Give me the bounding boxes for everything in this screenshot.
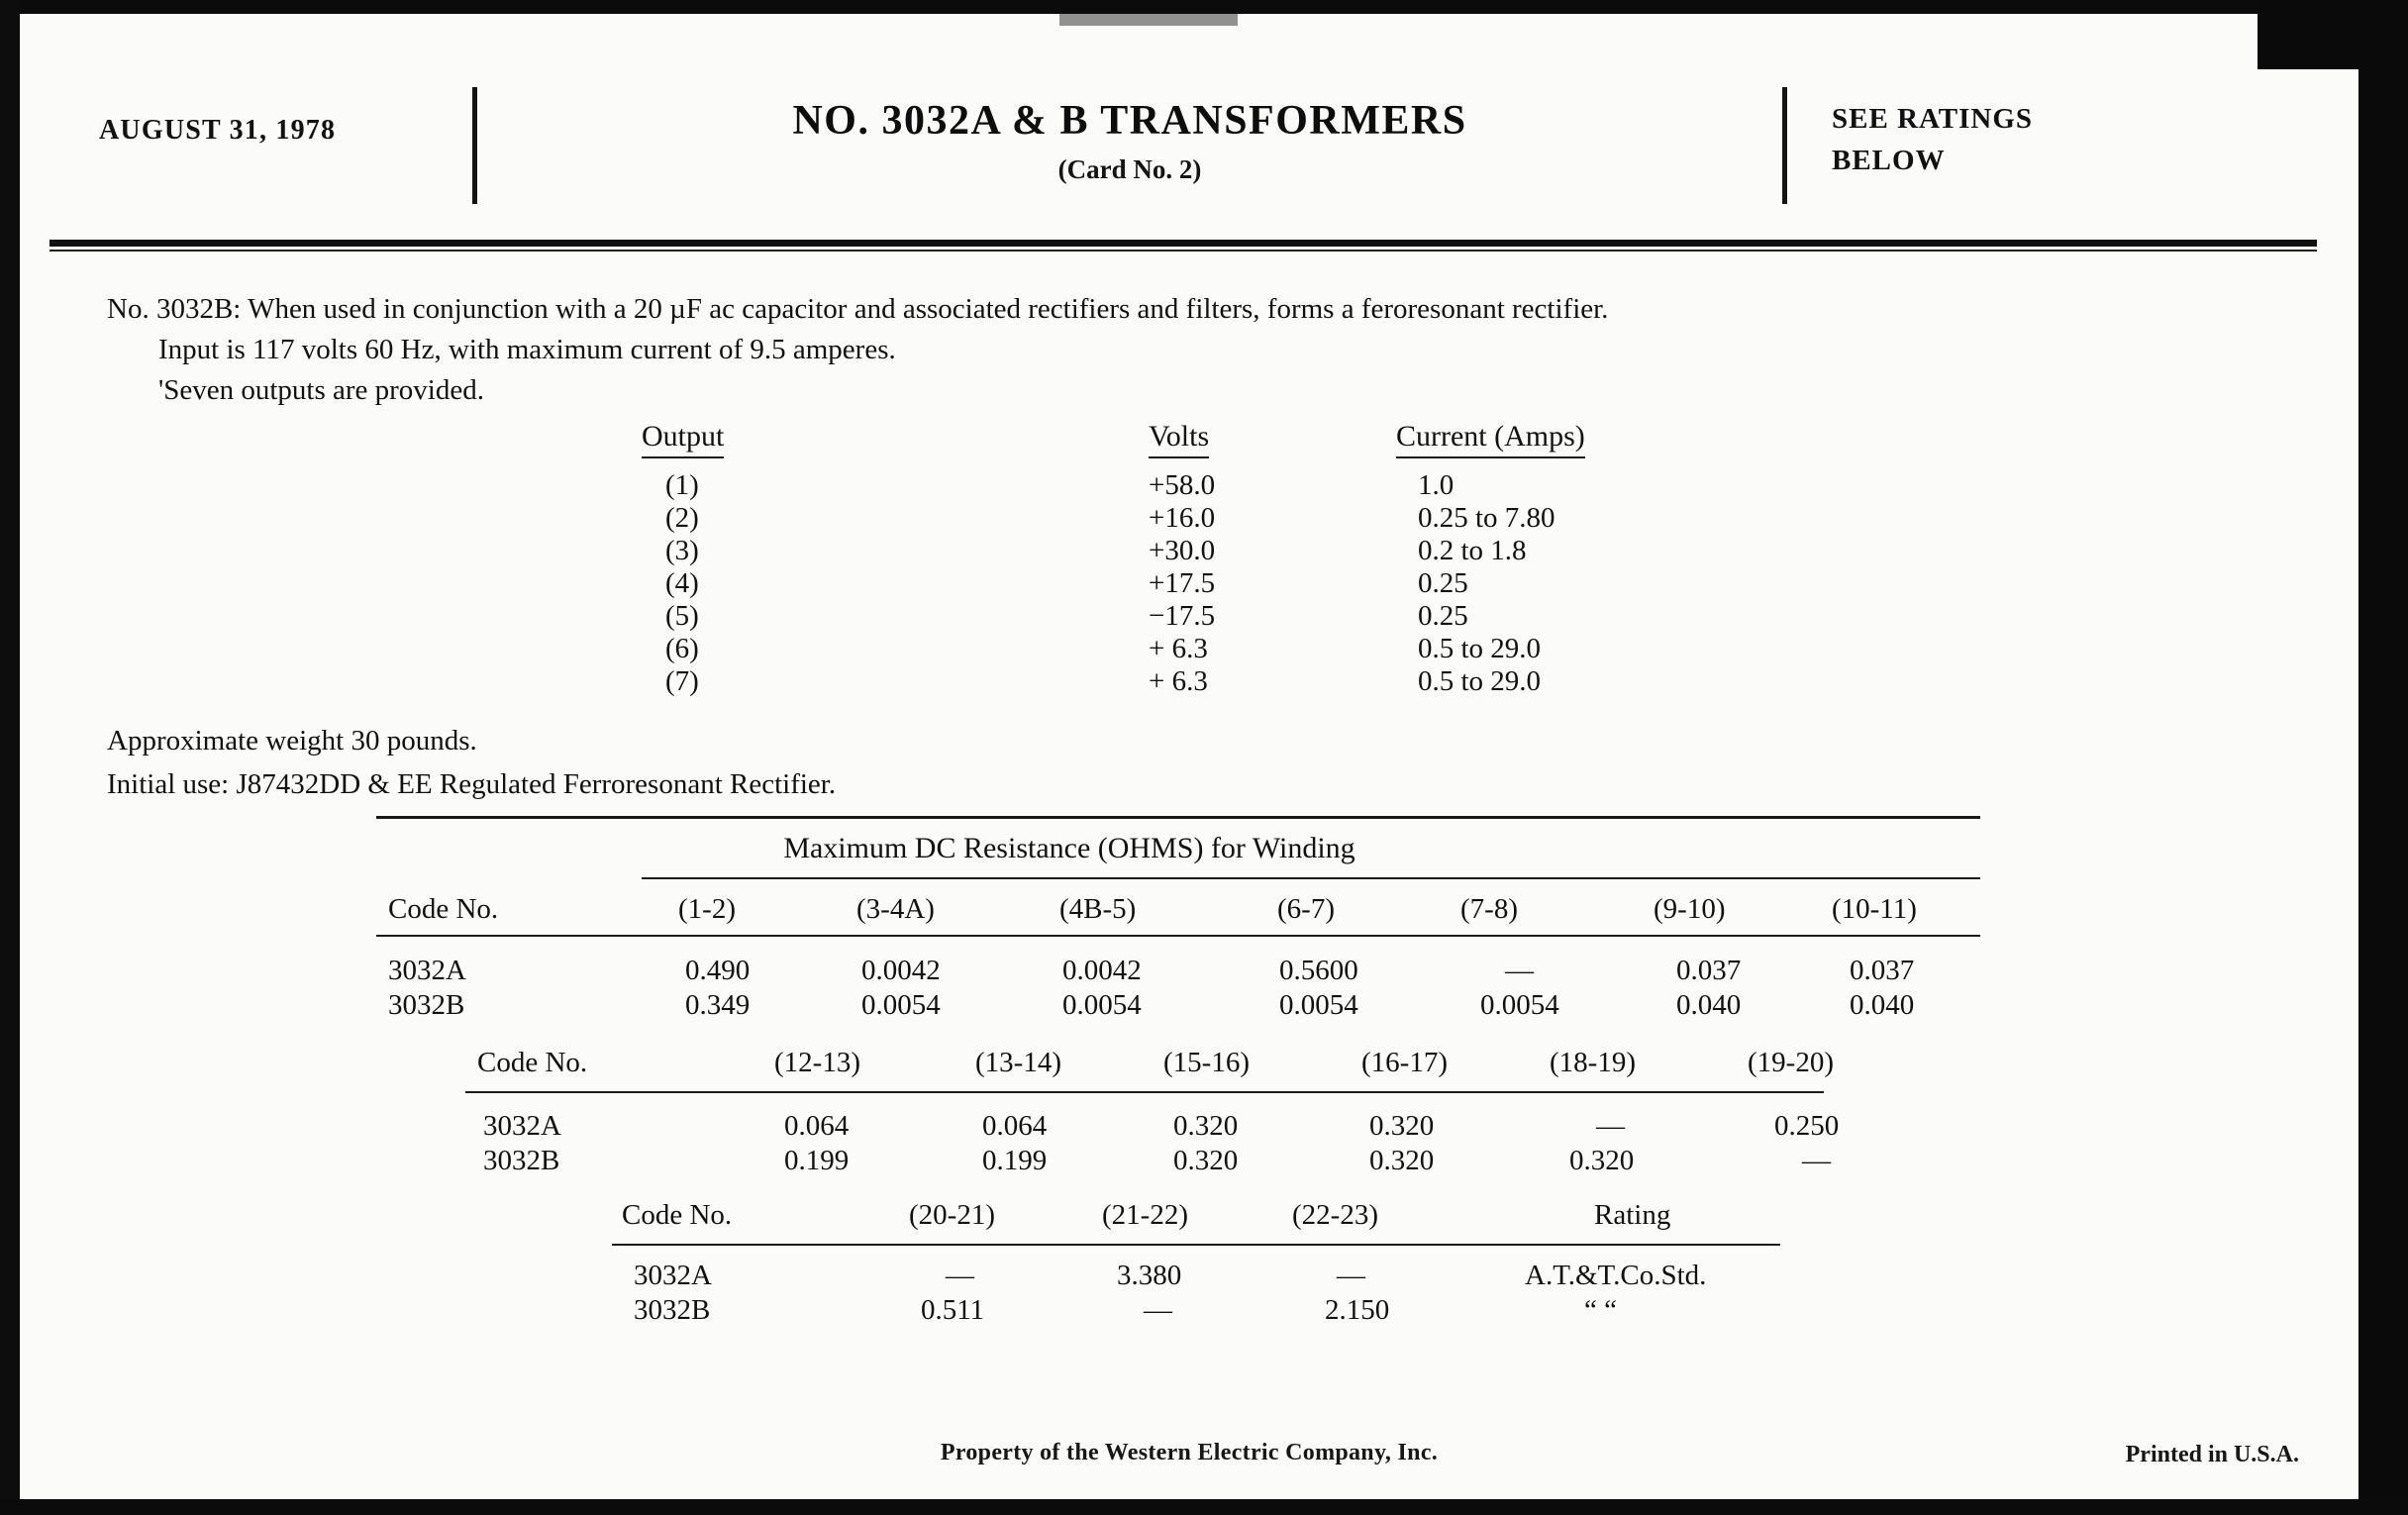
header-note-line1: SEE RATINGS bbox=[1832, 103, 2034, 135]
output-volts: +30.0 bbox=[1149, 535, 1216, 566]
block1-col-7: (10-11) bbox=[1832, 893, 1917, 925]
output-current: 0.25 bbox=[1418, 567, 1468, 599]
block3-col-3: (22-23) bbox=[1292, 1199, 1378, 1231]
block3-col-2: (21-22) bbox=[1102, 1199, 1188, 1231]
footer-property-note: Property of the Western Electric Company, Inc. bbox=[940, 1440, 1439, 1465]
block2-cell: 0.199 bbox=[784, 1145, 850, 1176]
block2-header-rule bbox=[465, 1091, 1824, 1093]
table-row bbox=[614, 633, 1802, 665]
header-rule-thin bbox=[50, 250, 2317, 252]
block3-cell: — bbox=[1337, 1260, 1365, 1291]
table-row bbox=[614, 469, 1802, 502]
block3-cell: A.T.&T.Co.Std. bbox=[1525, 1260, 1707, 1291]
table-row bbox=[614, 600, 1802, 633]
description-block bbox=[107, 289, 2315, 411]
scan-edge-top bbox=[0, 0, 2408, 14]
table-row bbox=[614, 502, 1802, 535]
output-index: (7) bbox=[665, 665, 699, 697]
output-volts: + 6.3 bbox=[1149, 633, 1208, 664]
output-current: 0.25 bbox=[1418, 600, 1468, 632]
block3-cell: — bbox=[946, 1260, 974, 1291]
block3-cell: — bbox=[1144, 1294, 1172, 1326]
block1-cell: 0.0054 bbox=[1480, 989, 1559, 1021]
resistance-title: Maximum DC Resistance (OHMS) for Winding bbox=[783, 832, 1355, 864]
output-volts: + 6.3 bbox=[1149, 665, 1208, 697]
header-note-line2: BELOW bbox=[1832, 145, 1946, 176]
block2-cell: 0.199 bbox=[982, 1145, 1048, 1176]
block2-cell: — bbox=[1802, 1145, 1831, 1176]
block1-header-rule bbox=[376, 935, 1980, 937]
block2-cell: — bbox=[1596, 1110, 1625, 1142]
header-rule bbox=[50, 240, 2317, 247]
output-volts: +17.5 bbox=[1149, 567, 1216, 599]
block2-cell: 0.064 bbox=[784, 1110, 850, 1142]
block3-cell: 0.511 bbox=[921, 1294, 985, 1326]
output-index: (4) bbox=[665, 567, 699, 599]
resistance-title-rule bbox=[642, 877, 1980, 879]
block1-col-4: (6-7) bbox=[1277, 893, 1335, 925]
table-row bbox=[614, 567, 1802, 600]
block1-cell: 0.040 bbox=[1850, 989, 1915, 1021]
block1-cell: 0.037 bbox=[1676, 955, 1742, 986]
outputs-header-current: Current (Amps) bbox=[1396, 420, 1585, 458]
block2-col-1: (12-13) bbox=[774, 1047, 860, 1078]
page-title: NO. 3032A & B TRANSFORMERS bbox=[792, 98, 1467, 144]
block3-cell: 2.150 bbox=[1325, 1294, 1390, 1326]
block1-row-code: 3032B bbox=[388, 989, 465, 1021]
output-current: 0.2 to 1.8 bbox=[1418, 535, 1527, 566]
outputs-header-volts: Volts bbox=[1149, 420, 1209, 458]
block1-col-5: (7-8) bbox=[1460, 893, 1518, 925]
footer-printed-note: Printed in U.S.A. bbox=[2125, 1442, 2299, 1467]
block2-cell: 0.320 bbox=[1173, 1110, 1239, 1142]
outputs-header-output: Output bbox=[642, 420, 724, 458]
block1-cell: — bbox=[1505, 955, 1534, 986]
resistance-table-top-rule bbox=[376, 816, 1980, 819]
block2-cell: 0.320 bbox=[1173, 1145, 1239, 1176]
block1-row-code: 3032A bbox=[388, 955, 466, 986]
description-line-1: No. 3032B: When used in conjunction with a 20 µF ac capacitor and associated rectifiers and filters, forms a feroresonant rectifier. bbox=[107, 293, 1609, 325]
output-index: (2) bbox=[665, 502, 699, 534]
output-current: 0.25 to 7.80 bbox=[1418, 502, 1555, 534]
block2-cell: 0.320 bbox=[1369, 1110, 1435, 1142]
block1-cell: 0.040 bbox=[1676, 989, 1742, 1021]
block1-cell: 0.0054 bbox=[1062, 989, 1142, 1021]
block3-col-1: (20-21) bbox=[909, 1199, 995, 1231]
block2-col-5: (18-19) bbox=[1550, 1047, 1636, 1078]
block1-col-2: (3-4A) bbox=[856, 893, 935, 925]
block3-cell: “ “ bbox=[1584, 1294, 1617, 1326]
block1-col-3: (4B-5) bbox=[1059, 893, 1137, 925]
page-subtitle: (Card No. 2) bbox=[1057, 154, 1202, 184]
block3-row-code: 3032B bbox=[634, 1294, 711, 1326]
block2-cell: 0.064 bbox=[982, 1110, 1048, 1142]
initial-use-note: Initial use: J87432DD & EE Regulated Ferroresonant Rectifier. bbox=[107, 768, 837, 800]
output-volts: +16.0 bbox=[1149, 502, 1216, 534]
block2-col-4: (16-17) bbox=[1361, 1047, 1448, 1078]
block3-row-code: 3032A bbox=[634, 1260, 712, 1291]
block2-row-code: 3032A bbox=[483, 1110, 561, 1142]
output-volts: −17.5 bbox=[1149, 600, 1216, 632]
output-index: (1) bbox=[665, 469, 699, 501]
card-header bbox=[50, 73, 2327, 202]
description-line-3: 'Seven outputs are provided. bbox=[158, 374, 484, 406]
output-current: 0.5 to 29.0 bbox=[1418, 633, 1542, 664]
block3-cell: 3.380 bbox=[1117, 1260, 1182, 1291]
block2-cell: 0.250 bbox=[1774, 1110, 1840, 1142]
block3-code-label: Code No. bbox=[622, 1199, 733, 1231]
header-date: AUGUST 31, 1978 bbox=[99, 115, 337, 146]
block1-cell: 0.490 bbox=[685, 955, 751, 986]
scan-corner-notch bbox=[2258, 0, 2358, 69]
header-divider-right bbox=[1782, 87, 1787, 204]
output-current: 0.5 to 29.0 bbox=[1418, 665, 1542, 697]
block1-code-label: Code No. bbox=[388, 893, 499, 925]
scan-edge-right bbox=[2358, 0, 2408, 1515]
block1-cell: 0.5600 bbox=[1279, 955, 1358, 986]
output-volts: +58.0 bbox=[1149, 469, 1216, 501]
table-row bbox=[614, 535, 1802, 567]
block2-row-code: 3032B bbox=[483, 1145, 560, 1176]
block2-col-6: (19-20) bbox=[1748, 1047, 1834, 1078]
block3-col-4: Rating bbox=[1594, 1199, 1671, 1231]
output-index: (5) bbox=[665, 600, 699, 632]
block1-cell: 0.0042 bbox=[1062, 955, 1142, 986]
block3-header-rule bbox=[612, 1244, 1780, 1246]
block1-cell: 0.037 bbox=[1850, 955, 1915, 986]
block1-cell: 0.0054 bbox=[1279, 989, 1358, 1021]
block2-code-label: Code No. bbox=[477, 1047, 588, 1078]
block1-col-6: (9-10) bbox=[1654, 893, 1726, 925]
table-row bbox=[614, 665, 1802, 698]
scan-edge-bottom bbox=[0, 1499, 2408, 1515]
output-current: 1.0 bbox=[1418, 469, 1455, 501]
block1-cell: 0.0054 bbox=[861, 989, 941, 1021]
block2-col-3: (15-16) bbox=[1163, 1047, 1250, 1078]
catalog-card bbox=[20, 14, 2358, 1501]
description-line-2: Input is 117 volts 60 Hz, with maximum current of 9.5 amperes. bbox=[158, 334, 896, 365]
output-index: (6) bbox=[665, 633, 699, 664]
block2-cell: 0.320 bbox=[1569, 1145, 1635, 1176]
block1-col-1: (1-2) bbox=[678, 893, 736, 925]
weight-note: Approximate weight 30 pounds. bbox=[107, 725, 477, 757]
block1-cell: 0.0042 bbox=[861, 955, 941, 986]
output-index: (3) bbox=[665, 535, 699, 566]
block2-cell: 0.320 bbox=[1369, 1145, 1435, 1176]
outputs-rows bbox=[614, 469, 1802, 698]
scan-smudge bbox=[1059, 14, 1238, 26]
block2-col-2: (13-14) bbox=[975, 1047, 1061, 1078]
notes-block bbox=[107, 719, 836, 806]
block1-cell: 0.349 bbox=[685, 989, 751, 1021]
scan-edge-left bbox=[0, 0, 20, 1515]
